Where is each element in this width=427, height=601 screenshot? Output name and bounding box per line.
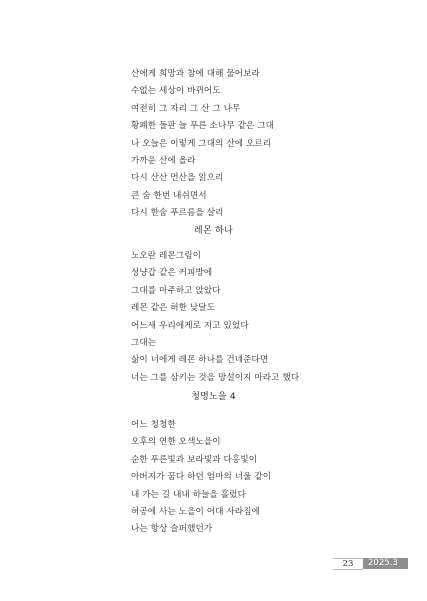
issue-date-tab: 2025.3 [363, 558, 408, 569]
poem-line: 그대는 [131, 337, 157, 348]
poem-line: 다시 산산 먼산을 읽으리 [131, 173, 224, 184]
poem-2-body [131, 248, 381, 387]
poem-line: 나는 항상 슬퍼했던가 [131, 524, 213, 535]
poem-line: 어느새 우리에게로 지고 있었다 [131, 320, 249, 331]
poem-line: 수없는 세상이 바뀌어도 [131, 86, 221, 97]
poem-line: 삶이 너에게 레몬 하나를 건네준다면 [131, 355, 269, 366]
poem-line: 허공에 사는 노을이 어대 사라짐에 [131, 506, 260, 517]
page-footer [333, 558, 408, 569]
poem-line: 큰 숨 한번 내쉬면서 [131, 190, 207, 201]
poem-line: 아버지가 꿈다 하던 엄마의 너울 같이 [131, 472, 272, 483]
poem-line: 가까운 산에 올라 [131, 155, 196, 166]
poem-line: 순한 푸른빛과 보라빛과 다홍빛이 [131, 454, 258, 465]
poem-3-body [131, 417, 381, 539]
poem-line: 다시 한숨 푸르름을 살리 [131, 208, 224, 219]
poem-line: 산에게 희망과 참에 대해 물어보라 [131, 69, 260, 79]
poem-3-title: 청명노을 4 [191, 392, 236, 402]
poem-line: 너는 그를 삼키는 것을 망설이지 마라고 했다 [131, 372, 300, 383]
poem-line: 그대를 마주하고 앉았다 [131, 285, 221, 296]
poem-line: 황폐한 들판 늘 푸른 소나무 같은 그대 [131, 121, 275, 132]
poem-line: 내 가는 길 내내 하늘을 흘렀다 [131, 489, 246, 500]
page-number: 23 [333, 558, 363, 570]
poem-1-body [131, 66, 381, 223]
poem-line: 나 오늘은 이렇게 그대의 산에 오르리 [131, 138, 272, 149]
poem-2-title: 레몬 하나 [194, 226, 233, 236]
poem-line: 노오란 레몬그림이 [131, 251, 202, 261]
poem-line: 오후의 연한 오색노을이 [131, 437, 221, 448]
poem-line: 어느 청청한 [131, 420, 176, 430]
poem-line: 성냥갑 같은 커피방에 [131, 268, 213, 279]
poem-line: 레몬 같은 허한 낮달도 [131, 303, 216, 314]
poem-line: 여전히 그 자리 그 산 그 나무 [131, 103, 241, 114]
